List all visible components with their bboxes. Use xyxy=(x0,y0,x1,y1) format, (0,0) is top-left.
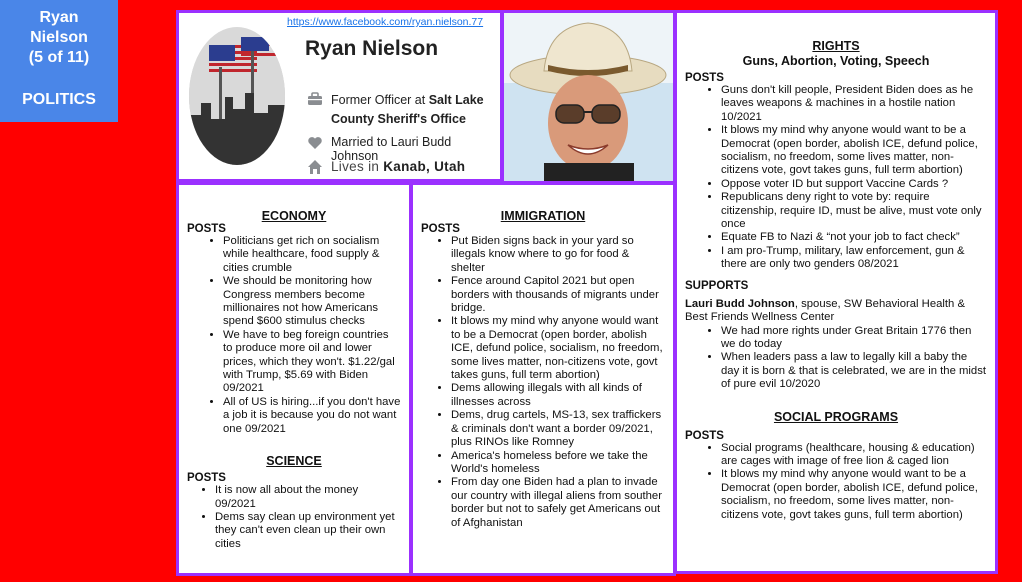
immigration-posts-label: POSTS xyxy=(421,223,460,235)
briefcase-icon xyxy=(307,91,323,107)
list-item: • Oppose voter ID but support Vaccine Cards ? xyxy=(721,178,987,191)
work-info xyxy=(307,91,491,129)
supports-rest: , spouse, SW Behavioral Health & Best Friends Wellness Center xyxy=(685,297,965,324)
work-prefix: Former Officer at xyxy=(331,93,429,107)
list-item: • Guns don't kill people, President Biden does as he leaves weapons & machines in a hostile nation 10/2021 xyxy=(721,84,987,124)
list-item: • All of US is hiring...if you don't have a job it is because you do not want one 09/2021 xyxy=(223,396,401,436)
list-item: • Fence around Capitol 2021 but open borders with thousands of migrants under bridge. xyxy=(451,275,665,315)
list-item: • Republicans deny right to vote by: require citizenship, require ID, must be alive, must vote only once xyxy=(721,191,987,231)
immigration-panel xyxy=(410,182,676,576)
tag-name-line1: Ryan xyxy=(39,9,79,26)
list-item: • Dems say clean up environment yet they can't even clean up their own cities xyxy=(215,511,401,551)
list-item: • When leaders pass a law to legally kill a baby the day it is born & that is celebrated, we are in the midst of pure evil 10/2020 xyxy=(721,351,987,391)
list-item: • We have to beg foreign countries to produce more oil and lower prices, which they won't. $1.22/gal with Trump, $5.69 with Biden 09/2021 xyxy=(223,329,401,396)
social-posts-label: POSTS xyxy=(685,429,724,442)
profile-photo xyxy=(501,10,676,184)
list-item: • We should be monitoring how Congress members become millionaires not how Americans spend $600 stimulus checks xyxy=(223,275,401,329)
list-item: • It is now all about the money 09/2021 xyxy=(215,484,401,511)
supports-name: Lauri Budd Johnson xyxy=(685,297,795,310)
lives-place[interactable]: Kanab, Utah xyxy=(383,159,466,174)
rights-posts-label: POSTS xyxy=(685,72,724,84)
economy-posts-label: POSTS xyxy=(187,223,226,235)
social-posts-list xyxy=(685,442,987,522)
science-posts-label: POSTS xyxy=(187,472,226,485)
economy-posts-list xyxy=(187,235,401,436)
location-info xyxy=(307,159,465,175)
home-icon xyxy=(307,159,323,175)
supports-description xyxy=(685,298,987,325)
tag-name-line2: Nielson xyxy=(30,29,88,46)
profile-avatar xyxy=(189,27,285,165)
science-posts-list xyxy=(187,484,401,551)
rights-supports-label: SUPPORTS xyxy=(685,279,749,292)
immigration-posts-list xyxy=(421,235,665,530)
science-title: SCIENCE xyxy=(266,454,322,469)
profile-tag xyxy=(0,0,118,122)
list-item: • Politicians get rich on socialism while healthcare, food supply & cities crumble xyxy=(223,235,401,275)
list-item: • It blows my mind why anyone would want to be a Democrat (open border, abolish ICE, defund police, socialism, no freedom, some lives matter, non-citizens vote, govt takes guns, full term abortion) xyxy=(451,315,665,382)
rights-panel xyxy=(674,10,998,574)
heart-icon xyxy=(307,135,323,151)
profile-name: Ryan Nielson xyxy=(305,37,439,60)
rights-posts-list xyxy=(685,84,987,272)
married-text: Married to Lauri Budd Johnson xyxy=(331,135,452,163)
economy-title: ECONOMY xyxy=(261,209,327,223)
social-title: SOCIAL PROGRAMS xyxy=(773,409,899,424)
list-item: • Dems allowing illegals with all kinds of illnesses across xyxy=(451,382,665,409)
list-item: • From day one Biden had a plan to invade our country with illegal aliens from souther border but not to safely get Americans out of Afghanistan xyxy=(451,476,665,530)
list-item: • Put Biden signs back in your yard so illegals know where to go for food & shelter xyxy=(451,235,665,275)
rights-subtitle: Guns, Abortion, Voting, Speech xyxy=(742,54,930,68)
list-item: • We had more rights under Great Britain 1776 then we do today xyxy=(721,325,987,352)
list-item: • It blows my mind why anyone would want to be a Democrat (open border, abolish ICE, defund police, socialism, no freedom, some lives matter, non-citizens vote, govt takes guns, full term abortion) xyxy=(721,468,987,522)
economy-panel xyxy=(176,182,412,576)
tag-name-line3: (5 of 11) xyxy=(28,49,90,66)
list-item: • Dems, drug cartels, MS-13, sex traffickers & criminals don't want a border 09/2021, plus RINOs like Romney xyxy=(451,409,665,449)
profile-panel xyxy=(176,10,503,182)
work-place[interactable]: Salt Lake County Sheriff's Office xyxy=(331,93,484,126)
immigration-title: IMMIGRATION xyxy=(500,209,586,223)
list-item: • It blows my mind why anyone would want to be a Democrat (open border, abolish ICE, defund police, socialism, no freedom, some lives matter, non-citizens vote, govt takes guns, full term abortion) xyxy=(721,124,987,178)
list-item: • I am pro-Trump, military, law enforcement, gun & there are only two genders 08/2021 xyxy=(721,245,987,272)
list-item: • America's homeless before we take the World's homeless xyxy=(451,450,665,477)
tag-category: POLITICS xyxy=(22,91,96,108)
lives-prefix: Lives in xyxy=(331,159,384,174)
facebook-url-link[interactable]: https://www.facebook.com/ryan.nielson.77 xyxy=(287,16,484,28)
rights-title: RIGHTS xyxy=(812,39,860,53)
rights-supports-list xyxy=(685,325,987,392)
list-item: • Equate FB to Nazi & “not your job to fact check” xyxy=(721,231,987,244)
list-item: • Social programs (healthcare, housing & education) are cages with image of free lion & caged lion xyxy=(721,442,987,469)
